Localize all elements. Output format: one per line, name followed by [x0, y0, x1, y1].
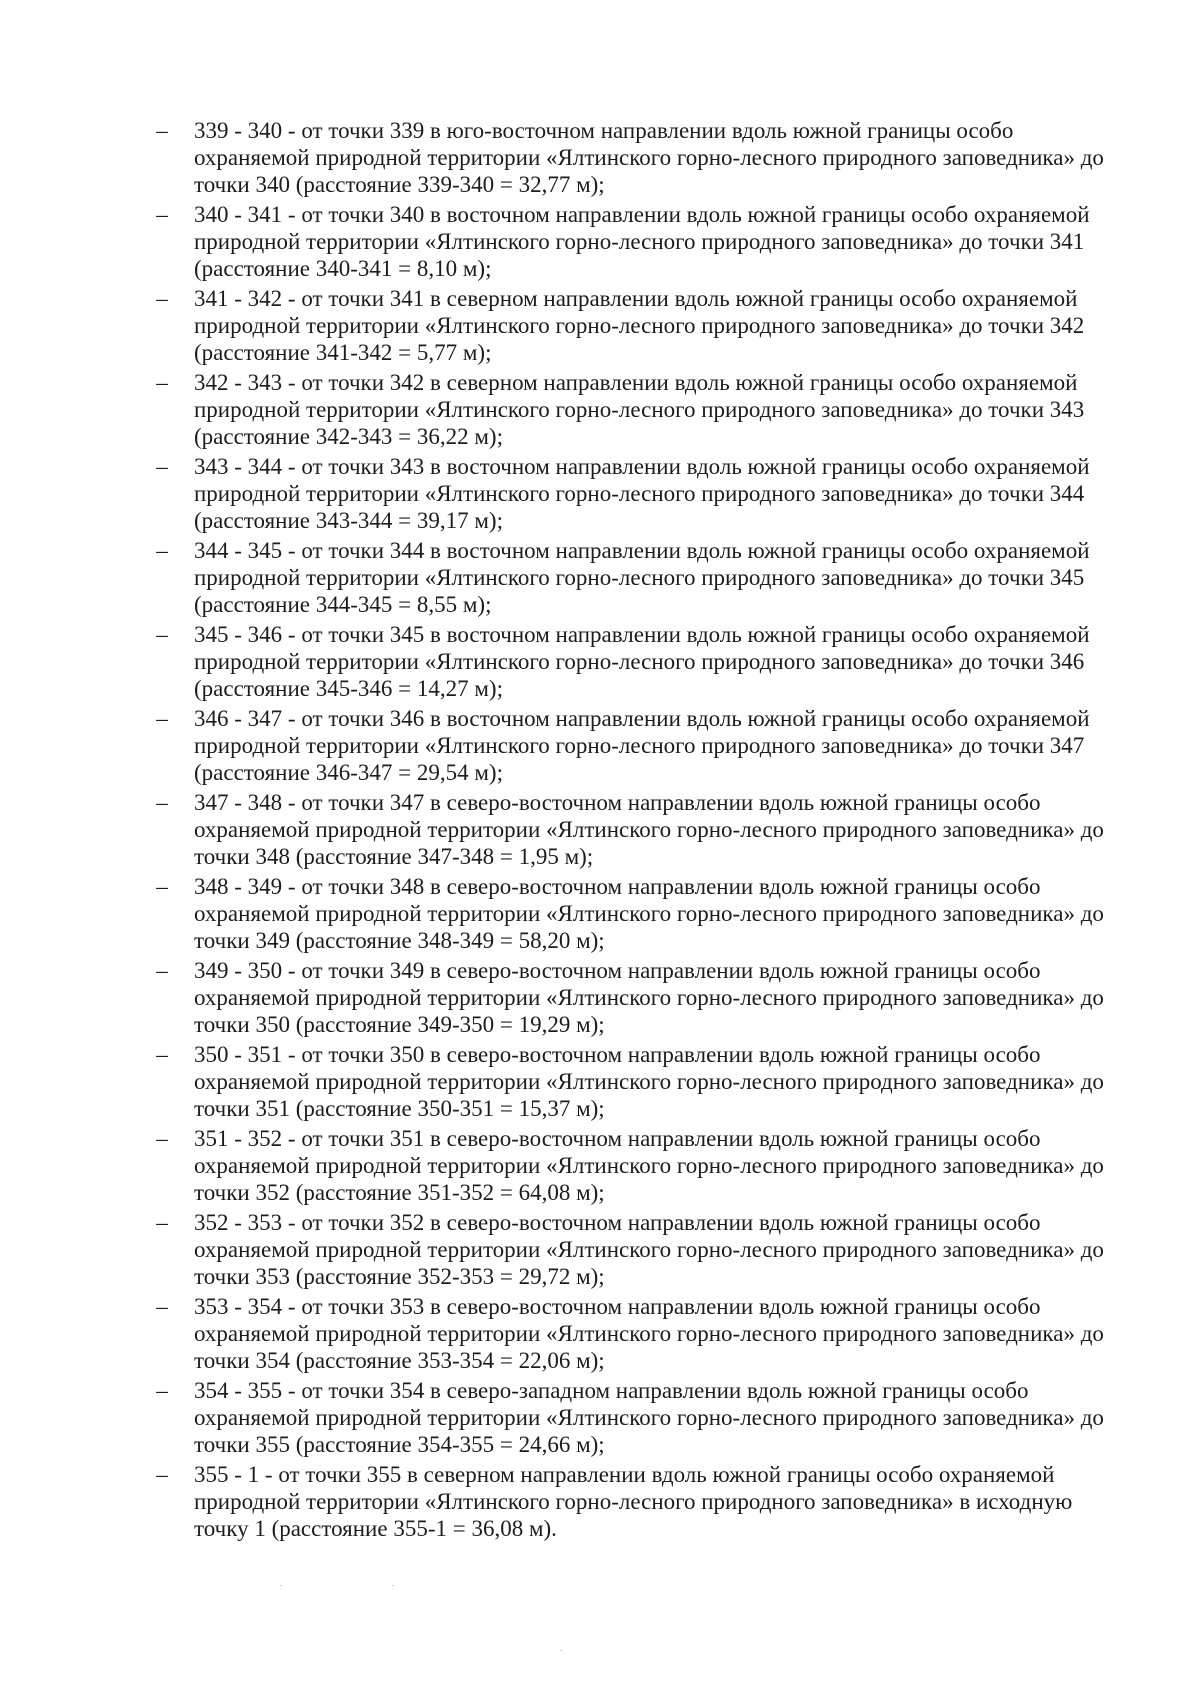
dash-bullet: –: [156, 1210, 168, 1235]
list-item-text: 344 - 345 - от точки 344 в восточном направлении вдоль южной границы особо охраняемой природной территории «Ялтинского горно-лесного природного заповедника» до точки 345 (расстояние 344-345 = 8,55 м);: [194, 538, 1090, 617]
list-item-text: 340 - 341 - от точки 340 в восточном направлении вдоль южной границы особо охраняемой природной территории «Ялтинского горно-лесного природного заповедника» до точки 341 (расстояние 340-341 = 8,10 м);: [194, 202, 1090, 281]
list-item: [152, 621, 1122, 702]
list-item-text: 348 - 349 - от точки 348 в северо-восточном направлении вдоль южной границы особо охраняемой природной территории «Ялтинского горно-лесного природного заповедника» до точки 349 (расстояние 348-349 = 58,20 м);: [194, 874, 1104, 953]
dash-bullet: –: [156, 1126, 168, 1151]
list-item-text: 342 - 343 - от точки 342 в северном направлении вдоль южной границы особо охраняемой природной территории «Ялтинского горно-лесного природного заповедника» до точки 343 (расстояние 342-343 = 36,22 м);: [194, 370, 1085, 449]
list-item: [152, 1209, 1122, 1290]
dash-bullet: –: [156, 706, 168, 731]
list-item: [152, 117, 1122, 198]
list-item: [152, 201, 1122, 282]
dash-bullet: –: [156, 958, 168, 983]
list-item: [152, 873, 1122, 954]
list-item: [152, 369, 1122, 450]
dash-bullet: –: [156, 118, 168, 143]
list-item-text: 353 - 354 - от точки 353 в северо-восточном направлении вдоль южной границы особо охраняемой природной территории «Ялтинского горно-лесного природного заповедника» до точки 354 (расстояние 353-354 = 22,06 м);: [194, 1294, 1104, 1373]
scan-speck: [280, 1585, 282, 1586]
list-item: [152, 1377, 1122, 1458]
list-item-text: 345 - 346 - от точки 345 в восточном направлении вдоль южной границы особо охраняемой природной территории «Ялтинского горно-лесного природного заповедника» до точки 346 (расстояние 345-346 = 14,27 м);: [194, 622, 1090, 701]
list-item-text: 346 - 347 - от точки 346 в восточном направлении вдоль южной границы особо охраняемой природной территории «Ялтинского горно-лесного природного заповедника» до точки 347 (расстояние 346-347 = 29,54 м);: [194, 706, 1090, 785]
list-item-text: 350 - 351 - от точки 350 в северо-восточном направлении вдоль южной границы особо охраняемой природной территории «Ялтинского горно-лесного природного заповедника» до точки 351 (расстояние 350-351 = 15,37 м);: [194, 1042, 1104, 1121]
list-item: [152, 1293, 1122, 1374]
list-item: [152, 285, 1122, 366]
list-item-text: 339 - 340 - от точки 339 в юго-восточном направлении вдоль южной границы особо охраняемой природной территории «Ялтинского горно-лесного природного заповедника» до точки 340 (расстояние 339-340 = 32,77 м);: [194, 118, 1104, 197]
dash-bullet: –: [156, 1042, 168, 1067]
list-item: [152, 537, 1122, 618]
dash-bullet: –: [156, 454, 168, 479]
list-item: [152, 705, 1122, 786]
dash-bullet: –: [156, 370, 168, 395]
list-item-text: 347 - 348 - от точки 347 в северо-восточном направлении вдоль южной границы особо охраняемой природной территории «Ялтинского горно-лесного природного заповедника» до точки 348 (расстояние 347-348 = 1,95 м);: [194, 790, 1104, 869]
dash-bullet: –: [156, 622, 168, 647]
boundary-description-list: [152, 117, 1122, 1545]
list-item-text: 343 - 344 - от точки 343 в восточном направлении вдоль южной границы особо охраняемой природной территории «Ялтинского горно-лесного природного заповедника» до точки 344 (расстояние 343-344 = 39,17 м);: [194, 454, 1090, 533]
list-item-text: 355 - 1 - от точки 355 в северном направлении вдоль южной границы особо охраняемой природной территории «Ялтинского горно-лесного природного заповедника» в исходную точку 1 (расстояние 355-1 = 36,08 м).: [194, 1462, 1073, 1541]
list-item-text: 349 - 350 - от точки 349 в северо-восточном направлении вдоль южной границы особо охраняемой природной территории «Ялтинского горно-лесного природного заповедника» до точки 350 (расстояние 349-350 = 19,29 м);: [194, 958, 1104, 1037]
dash-bullet: –: [156, 1294, 168, 1319]
scan-speck: [560, 1650, 562, 1651]
scan-speck: [392, 1585, 394, 1586]
list-item-text: 351 - 352 - от точки 351 в северо-восточном направлении вдоль южной границы особо охраняемой природной территории «Ялтинского горно-лесного природного заповедника» до точки 352 (расстояние 351-352 = 64,08 м);: [194, 1126, 1104, 1205]
list-item-text: 354 - 355 - от точки 354 в северо-западном направлении вдоль южной границы особо охраняемой природной территории «Ялтинского горно-лесного природного заповедника» до точки 355 (расстояние 354-355 = 24,66 м);: [194, 1378, 1104, 1457]
list-item-text: 341 - 342 - от точки 341 в северном направлении вдоль южной границы особо охраняемой природной территории «Ялтинского горно-лесного природного заповедника» до точки 342 (расстояние 341-342 = 5,77 м);: [194, 286, 1085, 365]
dash-bullet: –: [156, 202, 168, 227]
list-item: [152, 1125, 1122, 1206]
dash-bullet: –: [156, 790, 168, 815]
list-item: [152, 957, 1122, 1038]
list-item: [152, 789, 1122, 870]
dash-bullet: –: [156, 1378, 168, 1403]
dash-bullet: –: [156, 538, 168, 563]
dash-bullet: –: [156, 286, 168, 311]
dash-bullet: –: [156, 1462, 168, 1487]
list-item: [152, 1041, 1122, 1122]
list-item: [152, 1461, 1122, 1542]
list-item: [152, 453, 1122, 534]
dash-bullet: –: [156, 874, 168, 899]
list-item-text: 352 - 353 - от точки 352 в северо-восточном направлении вдоль южной границы особо охраняемой природной территории «Ялтинского горно-лесного природного заповедника» до точки 353 (расстояние 352-353 = 29,72 м);: [194, 1210, 1104, 1289]
